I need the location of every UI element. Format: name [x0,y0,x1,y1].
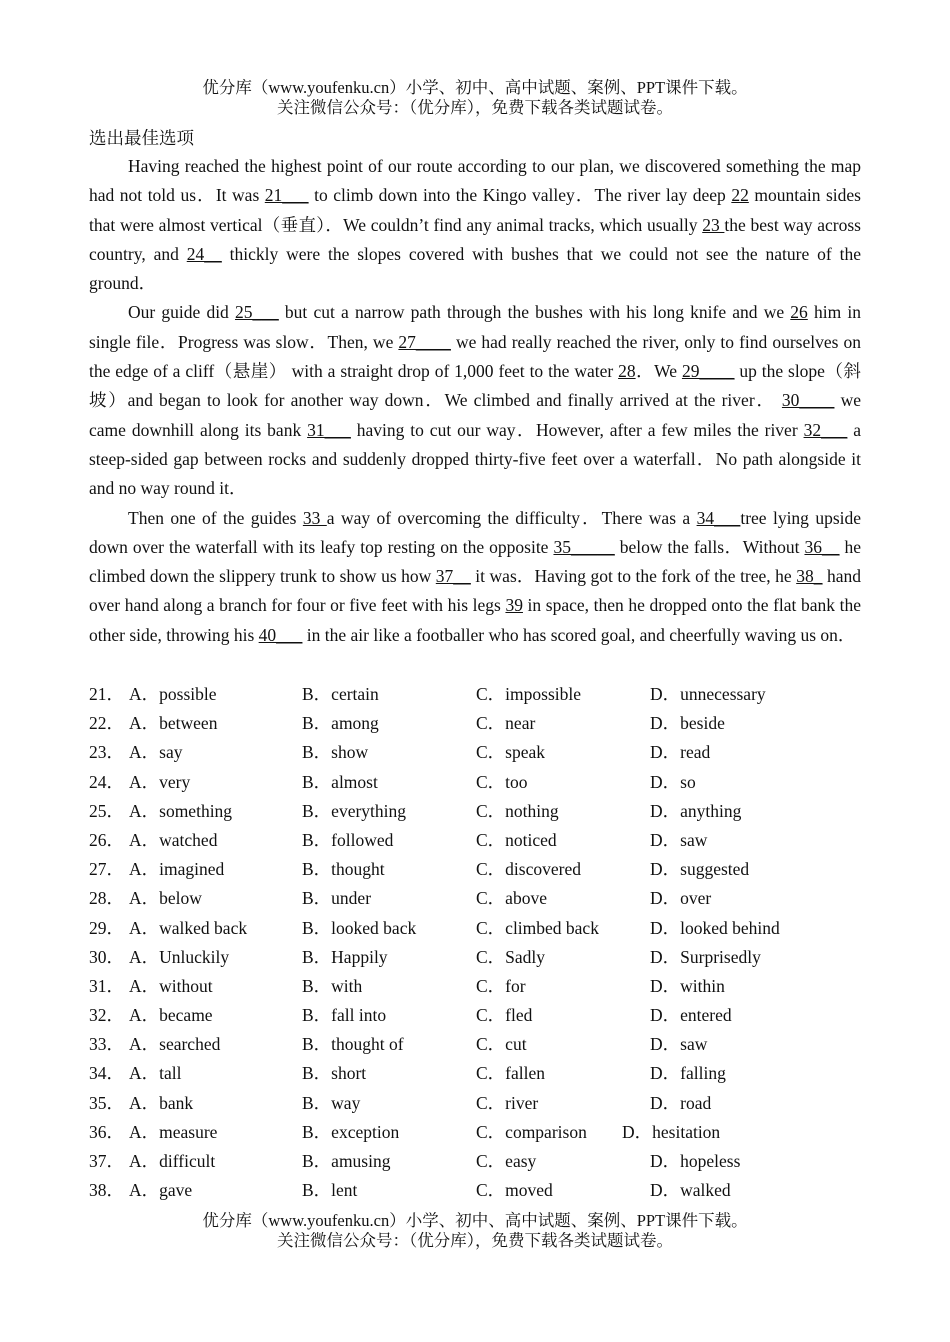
question-row [89,1030,879,1059]
option-b: B．short [302,1063,367,1084]
question-row [89,972,879,1001]
option-b: B．fall into [302,1005,387,1026]
option-d: D．falling [650,1063,726,1084]
blank-27: 27____ [398,331,451,352]
passage-text: ．We [635,361,682,382]
page-footer [0,1211,950,1251]
option-c: C．impossible [476,684,582,704]
option-a: A．searched [129,1034,221,1055]
footer-line-2: 关注微信公众号：（优分库），免费下载各类试题试卷。 [277,1231,673,1250]
option-a: A．tall [129,1063,182,1084]
paragraph-2 [89,298,861,503]
option-b: B．way [302,1092,361,1113]
passage-text: Having reached the highest point of our route according to our plan, we discovered something the map had not told us．It was [89,156,861,206]
question-number: 23． [89,742,124,763]
question-row [89,709,879,738]
option-a: A．say [129,742,183,763]
option-b: B．almost [302,771,378,792]
blank-36: 36__ [804,536,840,557]
option-a: A．without [129,975,213,996]
option-a: A．possible [129,684,217,704]
paragraph-1 [89,152,861,298]
option-b: B．show [302,742,369,763]
question-row [89,1089,879,1118]
option-c: C．fallen [476,1063,546,1084]
question-row [89,1001,879,1030]
option-a: A．between [129,713,218,734]
blank-35: 35_____ [553,536,615,557]
question-number: 26． [89,829,124,850]
page-header [0,78,950,118]
option-c: C．Sadly [476,946,546,967]
passage-text: below the falls．Without [614,536,805,557]
question-number: 36． [89,1121,124,1142]
option-a: A．measure [129,1121,218,1142]
section-instruction: 选出最佳选项 [89,128,194,148]
passage-text: mountain sides that were almost vertical（垂直）．We couldn’t find any animal tracks, which usually [89,185,861,235]
passage-text: it was．Having got to the fork of the tree, he [470,566,797,587]
blank-24: 24__ [186,243,222,264]
option-a: A．imagined [129,859,225,880]
blank-29: 29____ [681,361,735,382]
option-c: C．near [476,713,536,734]
option-c: C．cut [476,1034,527,1055]
option-d: D．road [650,1092,712,1113]
blank-26: 26 [790,302,808,323]
question-row [89,914,879,943]
option-d: D．read [650,742,711,763]
option-b: B．Happily [302,946,388,967]
blank-40: 40___ [258,624,303,645]
question-row [89,943,879,972]
question-number: 22． [89,713,124,734]
question-row [89,680,879,709]
blank-21: 21___ [264,185,309,206]
question-row [89,826,879,855]
option-b: B．among [302,713,379,734]
option-b: B．with [302,975,363,996]
option-d: D．entered [650,1005,732,1026]
option-d: D．looked behind [650,917,780,938]
option-d: D．over [650,888,712,909]
passage-text: having to cut our way．However, after a few miles the river [350,419,804,440]
option-d: D．saw [650,829,708,850]
option-b: B．looked back [302,917,417,938]
question-number: 37． [89,1151,124,1171]
option-a: A．bank [129,1092,194,1113]
question-row [89,1118,879,1147]
blank-39: 39 [505,595,523,616]
question-row [89,797,879,826]
question-number: 24． [89,771,124,792]
option-d: D．beside [650,713,725,734]
question-number: 33． [89,1034,124,1055]
question-row [89,1147,879,1176]
passage-text: Our guide did [128,302,235,323]
blank-30: 30____ [781,390,835,411]
passage-text: up the slope（斜坡）and began to look for another way down．We climbed and finally arrived at the river． [89,361,861,411]
option-b: B．followed [302,829,394,850]
passage-text: we came downhill along its bank [89,390,862,440]
option-c: C．moved [476,1180,553,1201]
option-a: A．below [129,888,202,909]
blank-32: 32___ [803,419,848,440]
paragraph-3 [89,504,861,650]
option-a: A．something [129,800,233,821]
blank-38: 38_ [796,566,823,587]
blank-28: 28 [618,361,636,382]
blank-31: 31___ [307,419,351,440]
question-number: 31． [89,975,124,996]
question-row [89,1059,879,1088]
option-c: C．climbed back [476,917,599,938]
option-d: D．saw [650,1034,708,1055]
option-d: D．within [650,975,725,996]
option-c: C．comparison [476,1121,587,1142]
blank-34: 34___ [696,507,741,528]
option-c: C．speak [476,742,546,763]
option-d: D．unnecessary [650,684,766,704]
blank-33: 33 [302,507,327,528]
passage-text: he climbed down the slippery trunk to show us how [89,536,861,587]
footer-line-1: 优分库（www.youfenku.cn）小学、初中、高中试题、案例、PPT课件下载。 [202,1211,748,1230]
passage-text: we had really reached the river, only to find ourselves on the edge of a cliff（悬崖） with a straight drop of 1,000 feet to the water [89,331,861,382]
option-d: D．anything [650,800,742,821]
question-row [89,1176,879,1205]
option-d: D．Surprisedly [650,946,761,967]
option-c: C．for [476,975,526,996]
question-number: 29． [89,917,124,938]
passage-text: in space, then he dropped onto the flat bank the other side, throwing his [89,595,861,645]
option-c: C．above [476,888,547,909]
option-d: D．hopeless [650,1151,741,1171]
option-a: A．very [129,771,191,792]
option-d: D．walked [650,1180,731,1201]
option-d: D．so [650,771,696,792]
question-row [89,738,879,767]
blank-37: 37__ [435,566,471,587]
option-c: C．discovered [476,859,581,880]
passage-text: thickly were the slopes covered with bushes that we could not see the nature of the ground． [89,243,861,294]
option-c: C．fled [476,1005,533,1026]
option-b: B．everything [302,800,407,821]
question-number: 25． [89,800,124,821]
question-number: 35． [89,1092,124,1113]
option-b: B．exception [302,1121,400,1142]
blank-25: 25___ [234,302,279,323]
question-number: 30． [89,946,124,967]
passage-text: in the air like a footballer who has scored goal, and cheerfully waving us on． [302,624,856,645]
cloze-passage [89,152,861,650]
option-a: A．Unluckily [129,946,230,967]
option-c: C．too [476,771,528,792]
question-number: 32． [89,1005,124,1026]
answer-options-list [89,680,879,1205]
passage-text: Then one of the guides [128,507,303,528]
option-a: A．became [129,1005,213,1026]
header-line-1: 优分库（www.youfenku.cn）小学、初中、高中试题、案例、PPT课件下载。 [202,78,748,97]
header-line-2: 关注微信公众号：（优分库），免费下载各类试题试卷。 [277,98,673,117]
option-b: B．thought of [302,1034,404,1055]
question-number: 34． [89,1063,124,1084]
blank-22: 22 [731,185,749,206]
option-c: C．noticed [476,829,557,850]
question-number: 28． [89,888,124,909]
passage-text: tree lying upside down over the waterfall with its leafy top resting on the opposite [89,507,862,557]
option-a: A．walked back [129,917,248,938]
question-number: 21． [89,684,124,704]
option-b: B．certain [302,684,379,704]
option-b: B．thought [302,859,385,880]
question-number: 27． [89,859,124,880]
option-a: A．difficult [129,1151,216,1171]
option-a: A．watched [129,829,218,850]
passage-text: but cut a narrow path through the bushes with his long knife and we [278,302,791,323]
passage-text: a steep-sided gap between rocks and suddenly dropped thirty-five feet over a waterfall．No path alongside it and no way round it． [89,419,861,499]
passage-text: to climb down into the Kingo valley．The river lay deep [308,185,732,206]
option-c: C．nothing [476,800,559,821]
question-row [89,855,879,884]
option-d: D．hesitation [622,1121,721,1142]
passage-text: a way of overcoming the difficulty．There was a [326,507,697,528]
question-number: 38． [89,1180,124,1201]
option-c: C．river [476,1092,539,1113]
option-a: A．gave [129,1180,193,1201]
option-d: D．suggested [650,859,750,880]
option-b: B．amusing [302,1151,391,1171]
option-c: C．easy [476,1151,537,1171]
passage-text: hand over hand along a branch for four or five feet with his legs [89,566,861,616]
question-row [89,884,879,913]
passage-text: him in single file．Progress was slow．Then, we [89,302,861,352]
passage-text: the best way across country, and [89,214,861,264]
option-b: B．lent [302,1180,358,1201]
question-row [89,768,879,797]
blank-23: 23 [702,214,725,235]
option-b: B．under [302,888,372,909]
